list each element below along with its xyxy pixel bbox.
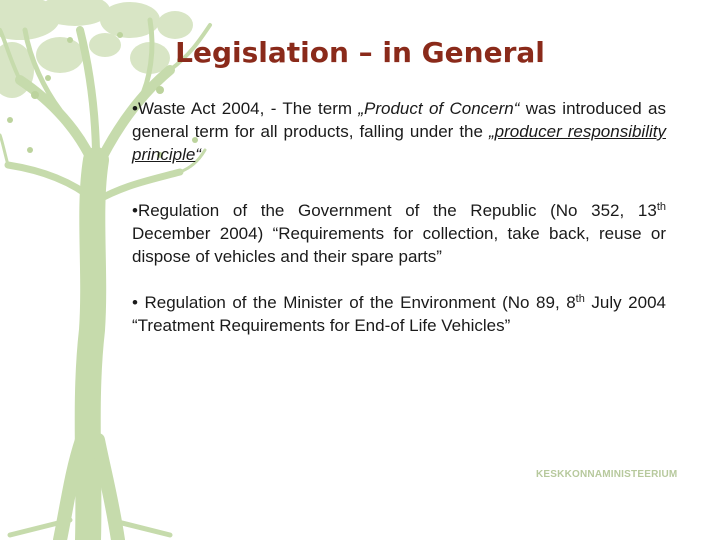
paragraph-text: Waste Act 2004, - The term: [137, 99, 359, 118]
bullet: •: [132, 293, 138, 312]
bullet-paragraph-minister-regulation: [132, 291, 666, 337]
bullet: •: [132, 201, 138, 220]
paragraph-text: December 2004) “Requirements for collection, take back, reuse or dispose of vehicles and their spare parts”: [132, 224, 666, 266]
bullet-paragraph-government-regulation: [132, 199, 666, 268]
ordinal-suffix: th: [575, 293, 585, 305]
paragraph-text: was introduced as general term for all products, falling under the: [132, 99, 666, 141]
paragraph-text: Regulation of the Government of the Republic (No 352, 13: [137, 201, 657, 220]
bullet: •: [132, 99, 138, 118]
italic-underlined-term: „producer responsibility principle: [132, 122, 666, 164]
ordinal-suffix: th: [656, 201, 666, 213]
paragraph-text: Regulation of the Minister of the Environment (No 89, 8: [137, 293, 576, 312]
paragraph-text: July 2004 “Treatment Requirements for End-of Life Vehicles”: [132, 293, 666, 335]
bullet-paragraph-waste-act: [132, 97, 666, 166]
closing-quote: “: [195, 145, 201, 164]
italic-term: „Product of Concern“: [358, 99, 520, 118]
slide-title: Legislation – in General: [175, 36, 545, 69]
ministry-logo-text: KESKKONNAMINISTEERIUM: [536, 469, 678, 480]
